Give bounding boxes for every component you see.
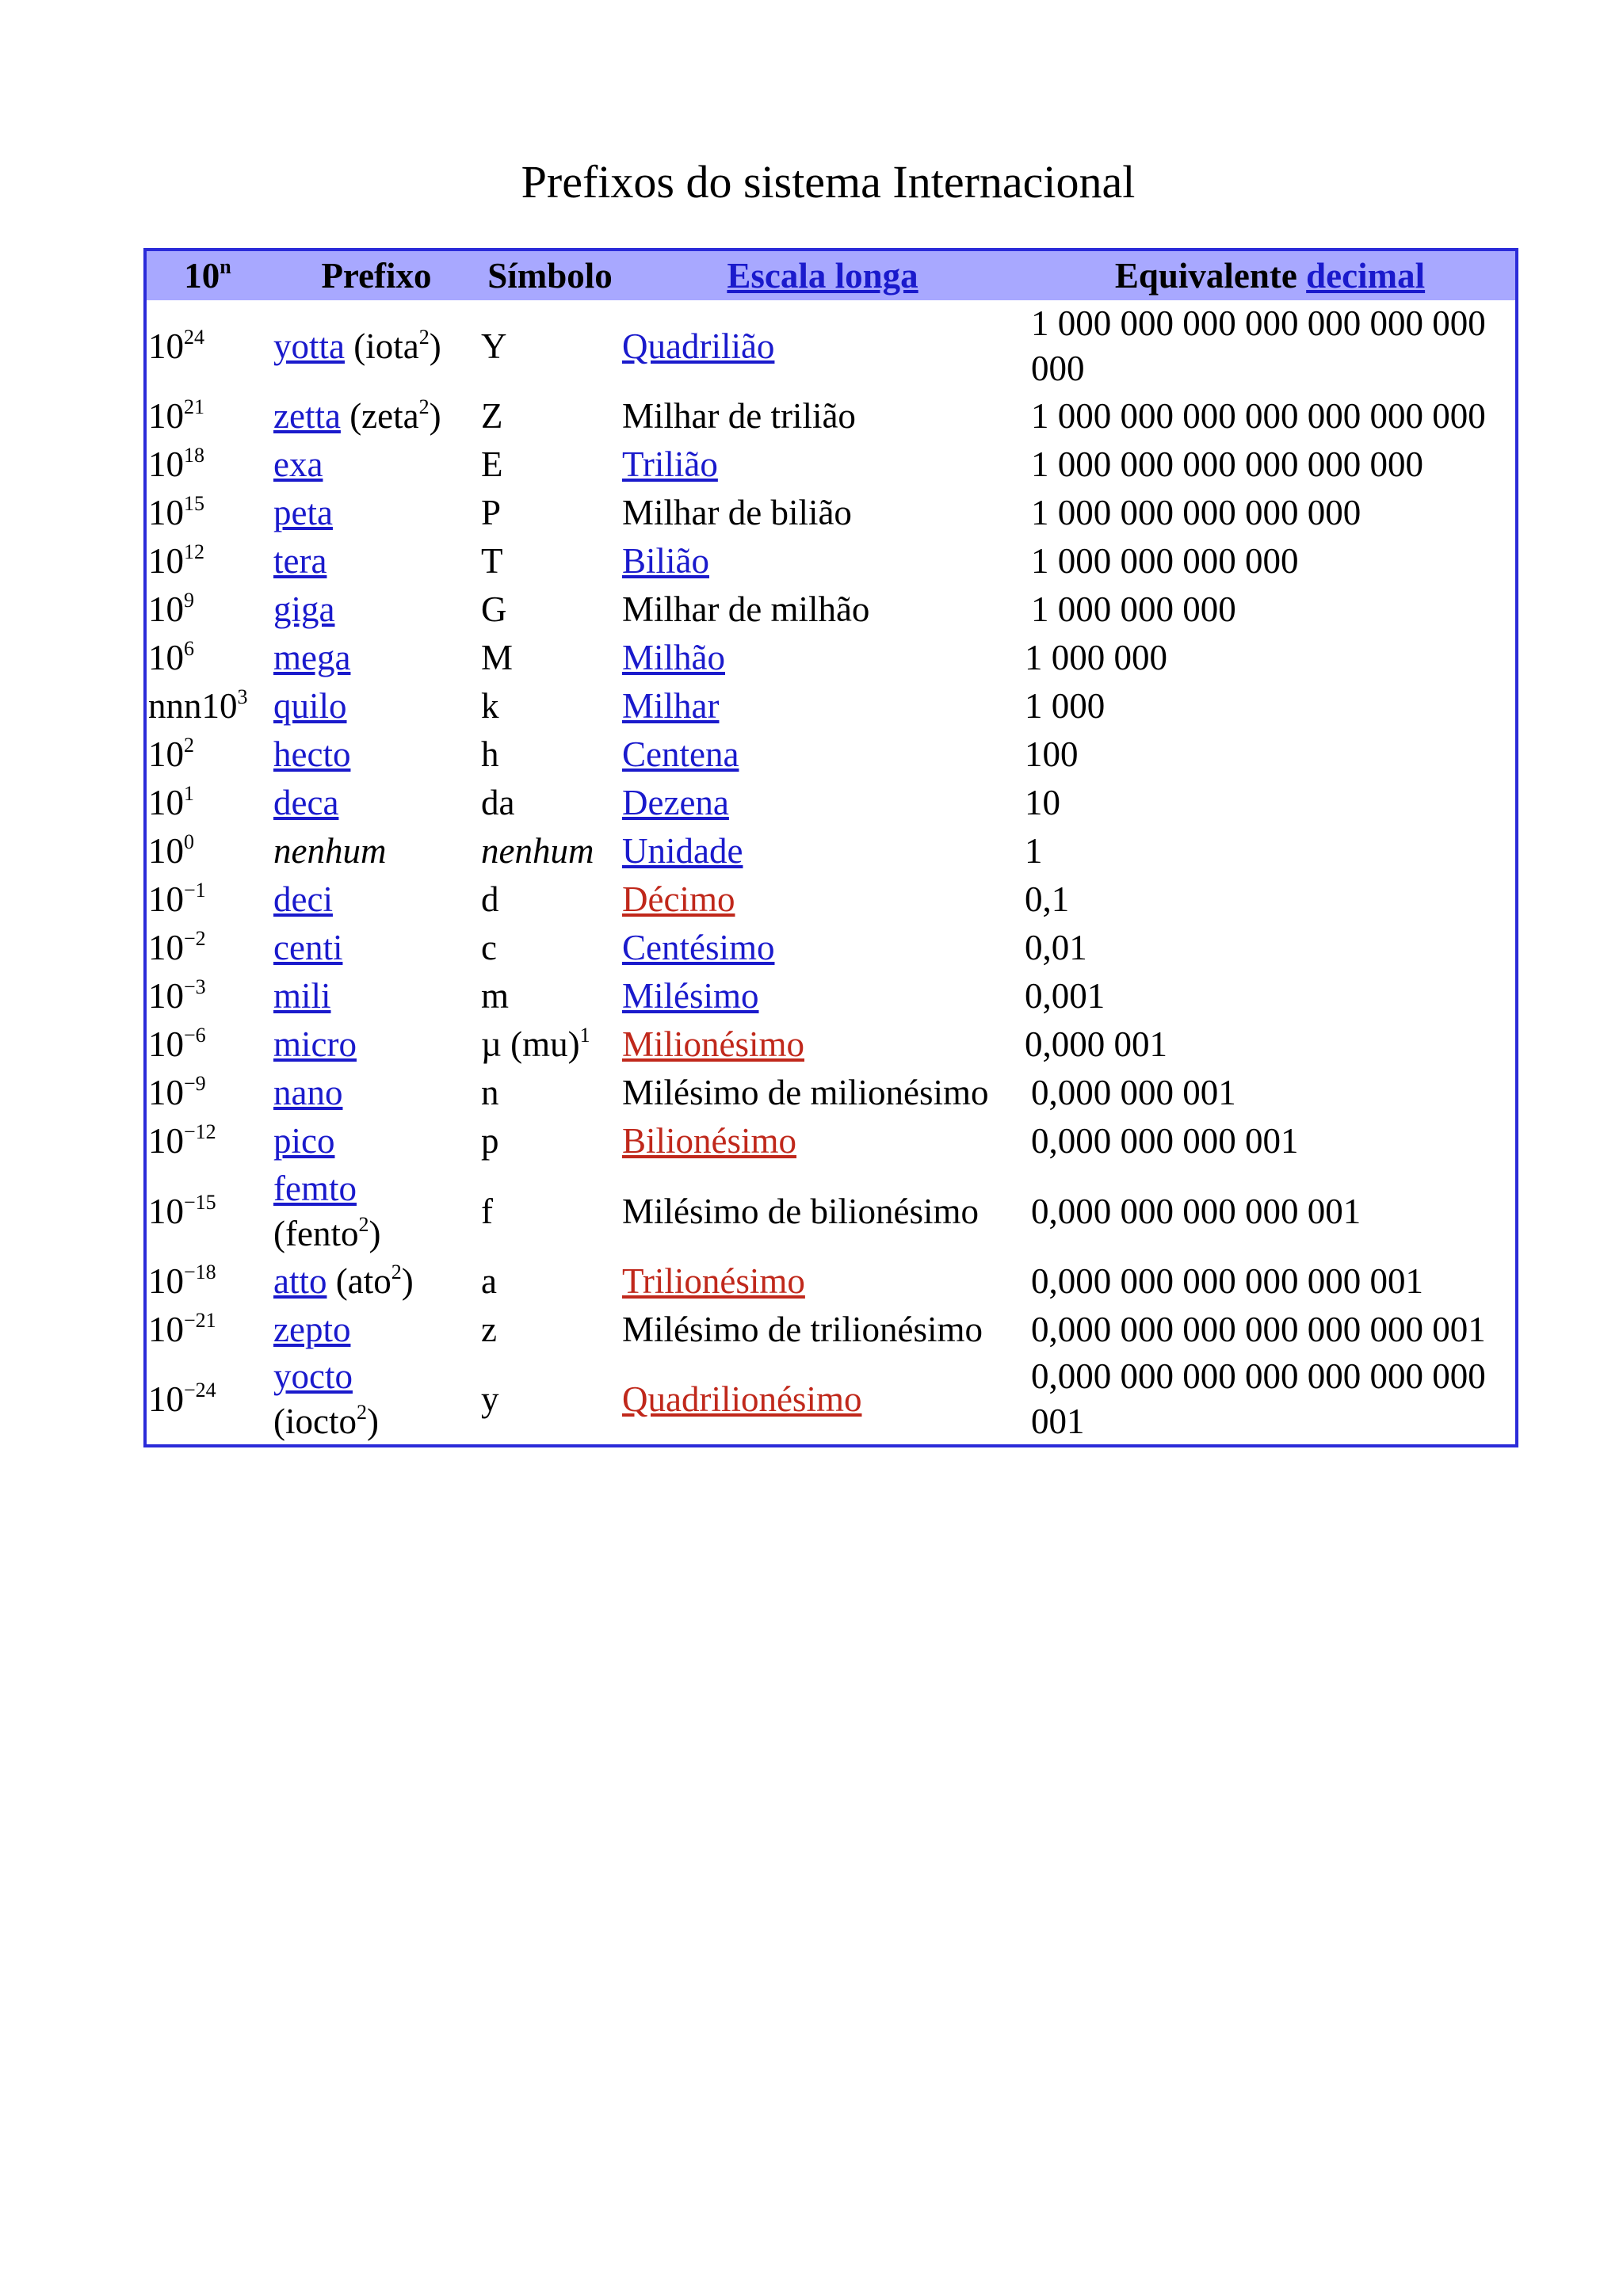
prefix-link[interactable]: mega [273,638,351,677]
scale-link[interactable]: Dezena [622,783,729,822]
table-row [145,1354,1517,1446]
power-cell: $10^{21}$ [148,395,204,436]
power-cell: $10^6$ [148,637,194,677]
prefix-link[interactable]: tera [273,541,327,581]
prefix-link[interactable]: deca [273,783,339,822]
symbol-cell: nenhum [481,831,594,871]
table-row [145,392,1517,441]
prefix-cell: yocto (iocto$^2$) [273,1356,379,1441]
power-cell: $10^{12}$ [148,540,204,581]
prefix-link[interactable]: hecto [273,734,351,774]
power-cell: $10^1$ [148,782,194,822]
power-cell: $10^{15}$ [148,492,204,532]
prefix-link[interactable]: yotta [273,326,345,366]
scale-link[interactable]: Centésimo [622,928,775,967]
power-cell: $10^{-2}$ [148,927,206,967]
decimal-cell: 0,000 001 [1025,1024,1167,1064]
prefix-link[interactable]: giga [273,589,335,629]
symbol-cell: c [481,928,497,967]
scale-cell: Milhar de milhão [622,589,870,629]
symbol-cell: Z [481,396,503,436]
table-row [145,585,1517,634]
prefix-link[interactable]: pico [273,1121,335,1161]
header-decimal: Equivalente decimal [1025,250,1517,300]
scale-cell [621,730,1025,779]
table-row [145,924,1517,972]
prefix-link[interactable]: peta [273,493,333,532]
power-cell: $10^{-6}$ [148,1024,206,1064]
scale-cell [621,441,1025,489]
table-row [145,1257,1517,1306]
power-cell: $10^{-24}$ [148,1378,216,1419]
decimal-cell: 0,000 000 000 000 000 000 001 [1031,1310,1486,1349]
decimal-cell: 1 000 000 000 000 000 000 [1031,444,1423,484]
symbol-cell: p [481,1121,499,1161]
prefix-cell: zetta (zeta$^2$) [273,395,441,436]
prefix-link[interactable]: micro [273,1024,357,1064]
power-cell: $nnn10^3$ [148,685,248,726]
table-row [145,300,1517,392]
symbol-cell: m [481,976,510,1016]
prefix-link[interactable]: mili [273,976,331,1016]
scale-link[interactable]: Unidade [622,831,743,871]
table-row [145,489,1517,537]
prefix-link[interactable]: exa [273,444,323,484]
prefix-link[interactable]: quilo [273,686,347,726]
scale-cell: Milésimo de milionésimo [622,1073,989,1112]
decimal-cell: 10 [1025,783,1060,822]
symbol-cell: M [481,638,514,677]
table-row [145,1306,1517,1354]
decimal-cell: 0,01 [1025,928,1087,967]
symbol-cell: k [481,686,499,726]
prefix-cell [269,1117,479,1165]
power-cell: $10^{-3}$ [148,975,206,1016]
scale-cell [621,827,1025,875]
page-title: Prefixos do sistema Internacional [521,156,1136,208]
header-long-scale [621,250,1025,300]
decimal-cell: 1 000 000 000 000 000 [1031,493,1361,532]
prefix-link[interactable]: nano [273,1073,343,1112]
prefix-cell: yotta (iota$^2$) [273,325,441,366]
decimal-cell: 0,001 [1025,976,1106,1016]
prefix-cell [269,875,479,924]
prefix-link[interactable]: zepto [273,1310,351,1349]
scale-link[interactable]: Trilião [622,444,718,484]
scale-cell: Milhar de trilião [622,396,856,436]
scale-cell [621,1354,1025,1446]
table-row [145,1069,1517,1117]
table-row [145,875,1517,924]
decimal-cell: 1 000 [1025,686,1106,726]
header-power: 10$^n$ [145,250,269,300]
decimal-cell: 0,1 [1025,879,1070,919]
prefix-link[interactable]: yocto [273,1356,353,1396]
scale-cell [621,1020,1025,1069]
symbol-cell: f [481,1191,493,1231]
decimal-cell: 100 [1025,734,1079,774]
table-row [145,730,1517,779]
prefix-cell [269,634,479,682]
table-row [145,972,1517,1020]
table-header-row [145,250,1517,300]
scale-cell [621,537,1025,585]
prefix-link[interactable]: femto [273,1169,357,1208]
header-symbol: Símbolo [479,250,621,300]
decimal-cell: 0,000 000 000 001 [1031,1121,1299,1161]
table-row [145,1020,1517,1069]
prefix-cell [269,924,479,972]
scale-link[interactable]: Bilionésimo [622,1121,797,1161]
power-cell: $10^{24}$ [148,325,204,366]
scale-link[interactable]: Trilionésimo [622,1261,805,1301]
table-row [145,827,1517,875]
scale-cell [621,924,1025,972]
symbol-cell: z [481,1310,497,1349]
prefix-cell [269,441,479,489]
symbol-cell: n [481,1073,499,1112]
table-row [145,1117,1517,1165]
scale-cell [621,972,1025,1020]
prefix-link[interactable]: zetta [273,396,341,436]
prefix-cell [269,489,479,537]
symbol-cell: Y [481,326,507,366]
scale-link[interactable]: Milhar [622,686,720,726]
scale-link[interactable]: Bilião [622,541,709,581]
power-cell: $10^{18}$ [148,444,204,484]
table-row [145,1165,1517,1257]
prefix-cell [269,1020,479,1069]
prefix-link[interactable]: deci [273,879,333,919]
prefix-cell [269,1306,479,1354]
symbol-cell: y [481,1379,499,1419]
scale-cell [621,634,1025,682]
decimal-cell: 0,000 000 000 000 000 000 000 001 [1031,1356,1486,1441]
scale-link[interactable]: Milionésimo [622,1024,805,1064]
scale-link[interactable]: Décimo [622,879,735,919]
power-cell: $10^{-1}$ [148,879,206,919]
prefix-cell [269,682,479,730]
decimal-cell: 1 000 000 [1025,638,1167,677]
table-row [145,537,1517,585]
prefix-cell: femto (fento$^2$) [273,1169,381,1253]
symbol-cell: da [481,783,515,822]
decimal-link[interactable]: decimal [1306,255,1426,296]
power-cell: $10^{-15}$ [148,1190,216,1231]
decimal-cell: 1 000 000 000 000 000 000 000 000 [1031,303,1486,388]
scale-link[interactable]: Quadrilião [622,326,775,366]
power-cell: $10^{-9}$ [148,1072,206,1112]
decimal-cell: 1 000 000 000 [1031,589,1236,629]
scale-cell [621,1117,1025,1165]
scale-cell: Milésimo de bilionésimo [622,1191,979,1231]
table-row [145,441,1517,489]
prefix-cell [269,972,479,1020]
scale-link[interactable]: Milhão [622,638,725,677]
prefix-link[interactable]: centi [273,928,343,967]
prefix-cell [269,537,479,585]
decimal-cell: 0,000 000 000 000 000 001 [1031,1261,1423,1301]
power-cell: $10^{-12}$ [148,1120,216,1161]
prefix-link[interactable]: atto [273,1261,327,1301]
power-cell: $10^{-21}$ [148,1309,216,1349]
power-cell: $10^9$ [148,589,194,629]
scale-link[interactable]: Milésimo [622,976,759,1016]
symbol-cell: P [481,493,502,532]
decimal-cell: 1 000 000 000 000 [1031,541,1299,581]
scale-link[interactable]: Centena [622,734,739,774]
power-cell: $10^0$ [148,830,194,871]
symbol-cell: T [481,541,503,581]
prefix-cell [269,585,479,634]
prefix-cell: nenhum [273,831,387,871]
decimal-cell: 0,000 000 000 000 001 [1031,1191,1361,1231]
decimal-cell: 1 000 000 000 000 000 000 000 [1031,396,1486,436]
symbol-cell: E [481,444,503,484]
table-row [145,634,1517,682]
power-cell: $10^{-18}$ [148,1261,216,1301]
table-row [145,779,1517,827]
prefix-cell [269,1069,479,1117]
prefix-cell [269,730,479,779]
scale-link[interactable]: Quadrilionésimo [622,1379,862,1419]
scale-cell [621,682,1025,730]
scale-cell [621,875,1025,924]
prefix-cell [269,779,479,827]
scale-cell: Milhar de bilião [622,493,852,532]
table-row [145,682,1517,730]
decimal-cell: 1 [1025,831,1043,871]
scale-cell [621,1257,1025,1306]
symbol-cell: a [481,1261,497,1301]
scale-cell [621,300,1025,392]
si-prefix-table [143,248,1518,1447]
symbol-cell: h [481,734,499,774]
prefix-cell: atto (ato$^2$) [273,1261,414,1301]
scale-cell [621,779,1025,827]
symbol-cell: d [481,879,499,919]
scale-cell: Milésimo de trilionésimo [622,1310,983,1349]
decimal-cell: 0,000 000 001 [1031,1073,1236,1112]
power-cell: $10^2$ [148,734,194,774]
symbol-cell: µ (mu)$^1$ [481,1024,590,1064]
header-prefix: Prefixo [269,250,479,300]
symbol-cell: G [481,589,507,629]
long-scale-link[interactable]: Escala longa [727,255,918,296]
